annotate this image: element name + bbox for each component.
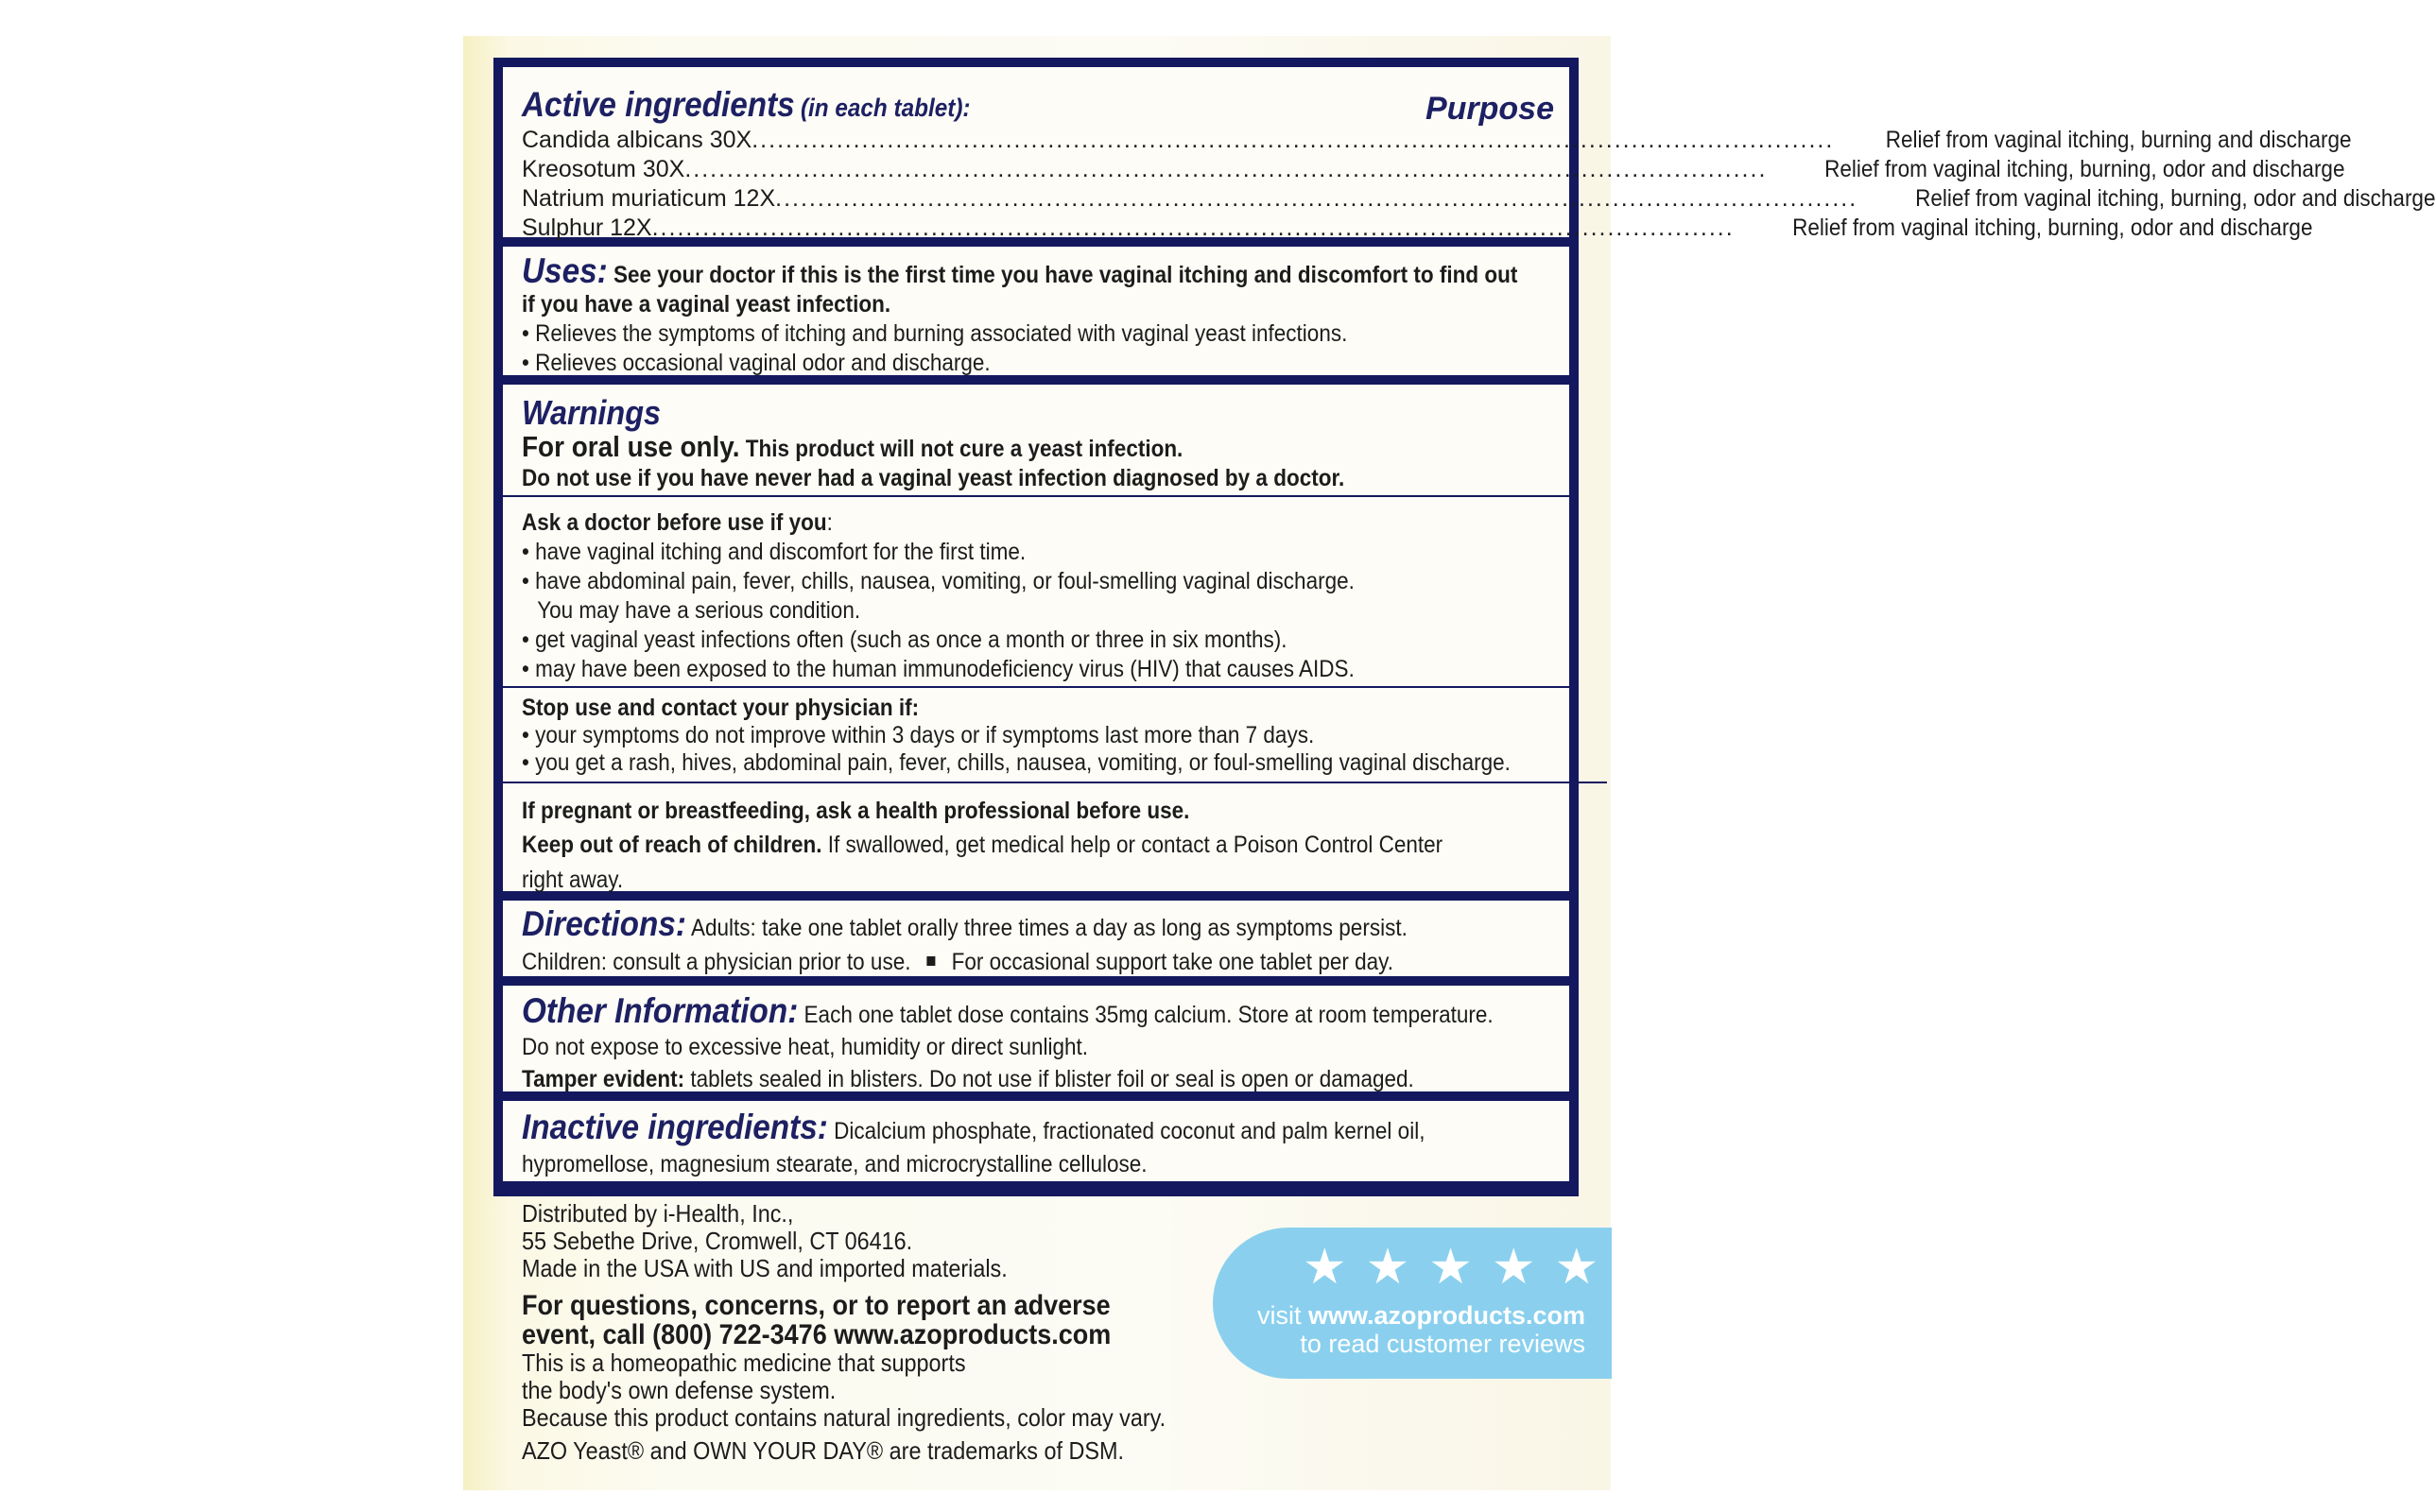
reviews-visit-prefix: visit (1256, 1301, 1308, 1330)
active-ingredients-title: Active ingredients (522, 85, 795, 124)
directions-children: Children: consult a physician prior to use. (522, 949, 911, 975)
inactive-ingredients-list: Dicalcium phosphate, fractionated coconut and palm kernel oil, (834, 1118, 1425, 1144)
keep-out-rest: If swallowed, get medical help or contact a Poison Control Center (827, 832, 1443, 858)
ingredient-purpose: Relief from vaginal itching, burning, odor and discharge (1824, 156, 2345, 182)
reviews-badge[interactable] (1213, 1228, 1612, 1379)
directions-title: Directions: (522, 904, 686, 943)
leader-dots: ................................................................................................................................ (775, 185, 1858, 212)
leader-dots: ................................................................................................................................ (752, 127, 1835, 153)
oral-use-line (522, 432, 1451, 464)
star-icon: ★ (1554, 1240, 1599, 1295)
oral-use-rest: This product will not cure a yeast infection. (745, 436, 1183, 462)
warnings-title: Warnings (522, 393, 662, 432)
star-icon: ★ (1491, 1240, 1536, 1295)
divider (503, 686, 1569, 688)
ask-doctor-title: Ask a doctor before use if you (522, 509, 827, 536)
ingredient-row (522, 214, 2313, 243)
uses-section (503, 247, 1569, 375)
star-icon: ★ (1365, 1240, 1410, 1295)
square-bullet-icon (927, 956, 936, 966)
contact-line-2: event, call (800) 722-3476 www.azoproducts.com (522, 1319, 1112, 1350)
pregnant-warning: If pregnant or breastfeeding, ask a health professional before use. (522, 798, 1190, 824)
divider (503, 782, 1607, 783)
distributor-info (522, 1200, 1259, 1465)
directions-section (503, 901, 1569, 976)
uses-title: Uses: (522, 251, 608, 290)
ingredient-purpose: Relief from vaginal itching, burning, odor and discharge (1915, 185, 2436, 212)
keep-out-line (522, 828, 1451, 863)
stop-use-title: Stop use and contact your physician if: (522, 695, 920, 721)
star-icon: ★ (1303, 1240, 1347, 1295)
other-info-storage: Do not expose to excessive heat, humidity or direct sunlight. (522, 1034, 1089, 1060)
ask-doctor-heading (522, 508, 1451, 538)
ingredient-row (522, 184, 2436, 214)
uses-bullet: • Relieves occasional vaginal odor and discharge. (522, 350, 991, 376)
inactive-ingredients-list-2: hypromellose, magnesium stearate, and microcrystalline cellulose. (522, 1151, 1148, 1177)
ask-doctor-item: • get vaginal yeast infections often (such as once a month or three in six months). (522, 627, 1287, 653)
ingredient-name: Candida albicans 30X (522, 127, 752, 153)
reviews-visit-line (1257, 1301, 1585, 1330)
other-information-section (503, 986, 1569, 1091)
oral-use-lead: For oral use only. (522, 430, 740, 463)
made-in-note: Made in the USA with US and imported materials. (522, 1254, 1008, 1282)
reviews-url-link[interactable]: www.azoproducts.com (1307, 1301, 1585, 1330)
do-not-use-line: Do not use if you have never had a vaginal yeast infection diagnosed by a doctor. (522, 465, 1345, 491)
other-info-title: Other Information: (522, 991, 799, 1030)
ask-doctor-item: • have vaginal itching and discomfort for the first time. (522, 539, 1027, 565)
stop-use-item: • you get a rash, hives, abdominal pain, fever, chills, nausea, vomiting, or foul-smelling vaginal discharge. (522, 749, 1511, 776)
ask-doctor-item: • may have been exposed to the human immunodeficiency virus (HIV) that causes AIDS. (522, 656, 1355, 682)
leader-dots: ................................................................................................................................ (651, 215, 1735, 241)
divider (503, 495, 1569, 497)
stop-use-item: • your symptoms do not improve within 3 days or if symptoms last more than 7 days. (522, 722, 1315, 748)
ingredient-purpose: Relief from vaginal itching, burning and discharge (1886, 127, 2352, 153)
directions-adults: Adults: take one tablet orally three times a day as long as symptoms persist. (690, 915, 1408, 941)
ask-doctor-item: You may have a serious condition. (537, 597, 861, 624)
homeopathic-note-1: This is a homeopathic medicine that supports (522, 1349, 966, 1377)
ingredient-row (522, 126, 2352, 155)
inactive-ingredients-section (503, 1101, 1569, 1181)
directions-line-2 (522, 946, 1451, 978)
ingredient-name: Sulphur 12X (522, 215, 652, 241)
leader-dots: ................................................................................................................................ (684, 156, 1768, 182)
tamper-evident-lead: Tamper evident: (522, 1066, 685, 1092)
keep-out-rest-2: right away. (522, 867, 624, 893)
tamper-evident-line (522, 1062, 1451, 1096)
warnings-section (503, 385, 1569, 891)
other-info-line-1 (522, 991, 1494, 1033)
purpose-header: Purpose (1425, 91, 1554, 127)
distributor-name: Distributed by i-Health, Inc., (522, 1199, 794, 1228)
drug-facts-panel (493, 58, 2436, 1196)
uses-intro-text-2: if you have a vaginal yeast infection. (522, 291, 891, 318)
inactive-line-1 (522, 1108, 1451, 1150)
contact-line-1: For questions, concerns, or to report an adverse (522, 1290, 1111, 1321)
color-note: Because this product contains natural ingredients, color may vary. (522, 1403, 1166, 1432)
inactive-ingredients-title: Inactive ingredients: (522, 1108, 828, 1146)
uses-bullet: • Relieves the symptoms of itching and burning associated with vaginal yeast infections. (522, 320, 1348, 347)
homeopathic-note-2: the body's own defense system. (522, 1376, 837, 1404)
reviews-line-2: to read customer reviews (1300, 1330, 1585, 1358)
ingredient-name: Kreosotum 30X (522, 156, 685, 182)
star-icon: ★ (1428, 1240, 1473, 1295)
reviews-text (1257, 1301, 1585, 1358)
active-ingredients-header (522, 85, 1554, 127)
other-info-calcium: Each one tablet dose contains 35mg calcium. Store at room temperature. (803, 1002, 1494, 1028)
rating-stars (1303, 1241, 1598, 1294)
directions-line-1 (522, 906, 1451, 946)
ingredient-row (522, 155, 2345, 184)
directions-occasional: For occasional support take one tablet per day. (951, 949, 1393, 975)
ingredient-purpose: Relief from vaginal itching, burning, odor and discharge (1791, 215, 2313, 241)
keep-out-lead: Keep out of reach of children. (522, 832, 822, 858)
tamper-evident-rest: tablets sealed in blisters. Do not use if blister foil or seal is open or damaged. (690, 1066, 1414, 1092)
uses-intro (522, 251, 1518, 290)
trademark-note: AZO Yeast® and OWN YOUR DAY® are trademarks of DSM. (522, 1436, 1125, 1465)
ask-doctor-colon: : (826, 509, 833, 536)
active-ingredients-note: (in each tablet): (800, 94, 971, 122)
ingredient-name: Natrium muriaticum 12X (522, 185, 776, 212)
distributor-address: 55 Sebethe Drive, Cromwell, CT 06416. (522, 1227, 913, 1255)
active-ingredients-section (503, 67, 2436, 241)
uses-intro-text: See your doctor if this is the first time you have vaginal itching and discomfort to find out (613, 262, 1518, 288)
ask-doctor-item: • have abdominal pain, fever, chills, nausea, vomiting, or foul-smelling vaginal discharge. (522, 568, 1355, 594)
